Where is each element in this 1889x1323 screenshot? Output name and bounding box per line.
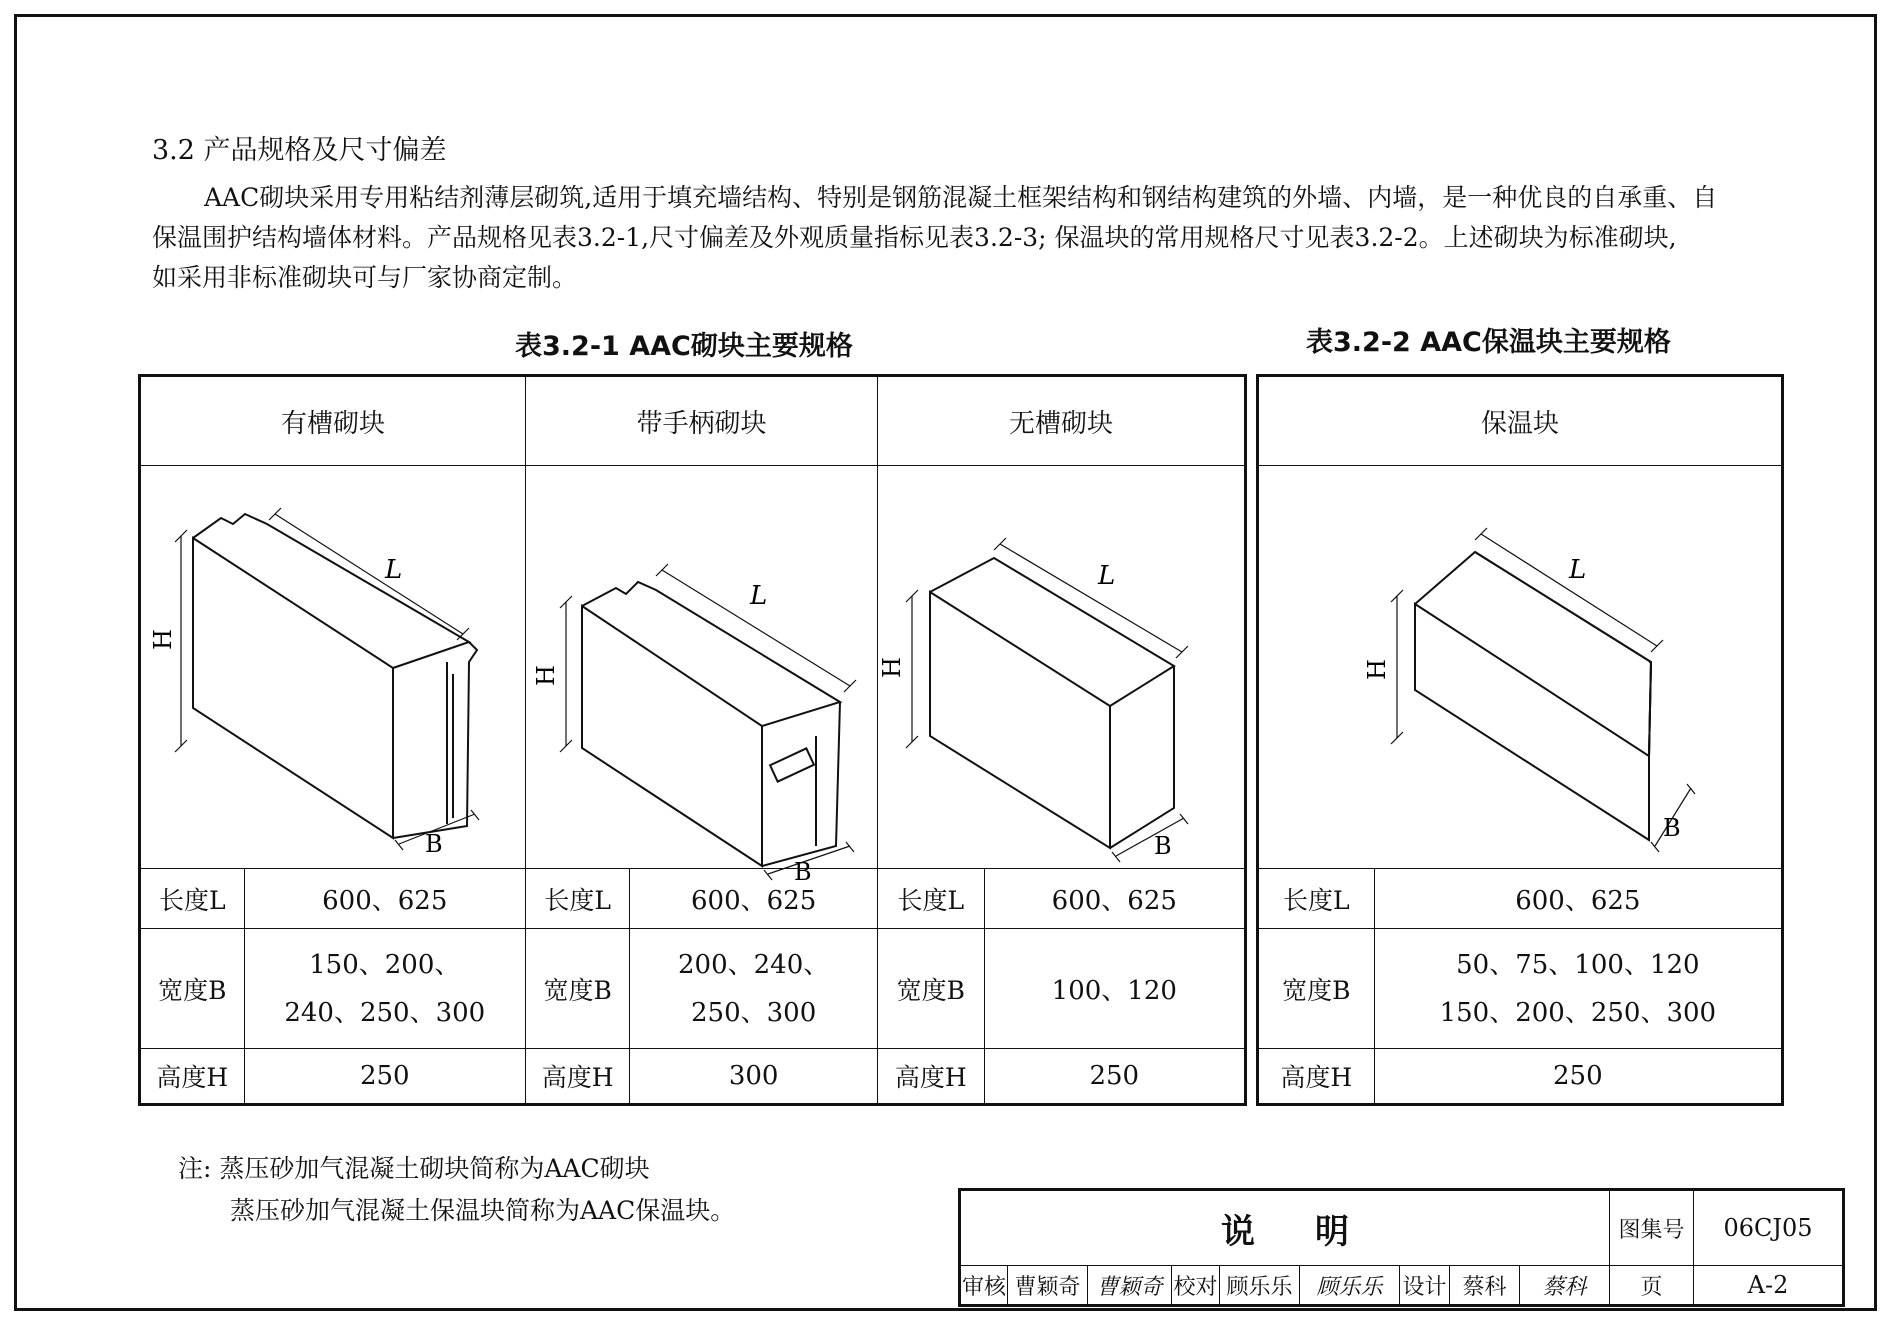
dim-B: B (425, 830, 443, 858)
designer-signature: 蔡科 (1520, 1266, 1610, 1306)
page-number: A-2 (1694, 1266, 1844, 1306)
design-label: 设计 (1400, 1266, 1450, 1306)
sheet-title: 说明 (960, 1190, 1610, 1266)
dim-L: L (385, 555, 403, 585)
insulation-block-drawing (1259, 466, 1781, 868)
row-label-width: 宽度B (526, 929, 630, 1049)
row-label-length: 长度L (526, 869, 630, 929)
atlas-number: 06CJ05 (1694, 1190, 1844, 1266)
checker-signature: 顾乐乐 (1300, 1266, 1400, 1306)
handle-block-figure (526, 466, 878, 886)
page-label: 页 (1610, 1266, 1694, 1306)
handle-length: 600、625 (630, 869, 878, 929)
note-prefix: 注: (178, 1154, 212, 1183)
dim-H: H (1363, 659, 1391, 680)
review-label: 审核 (960, 1266, 1008, 1306)
insulation-height: 250 (1374, 1049, 1782, 1105)
width-line: 150、200、250、300 (1439, 997, 1717, 1028)
table1-title: 表3.2-1 AAC砌块主要规格 (515, 331, 853, 362)
reviewer-signature: 曹颖奇 (1088, 1266, 1172, 1306)
grooved-width (244, 929, 525, 1049)
dim-H: H (532, 665, 560, 686)
note-line-1: 蒸压砂加气混凝土砌块简称为AAC砌块 (219, 1154, 650, 1183)
dim-L: L (1569, 555, 1587, 585)
row-label-height: 高度H (1258, 1049, 1375, 1105)
row-label-height: 高度H (878, 1049, 985, 1105)
atlas-label: 图集号 (1610, 1190, 1694, 1266)
plain-block-figure (878, 466, 1246, 869)
insulation-width (1374, 929, 1782, 1049)
row-label-length: 长度L (878, 869, 985, 929)
row-label-height: 高度H (526, 1049, 630, 1105)
handle-block-drawing (526, 466, 877, 886)
row-label-length: 长度L (1258, 869, 1375, 929)
plain-length: 600、625 (984, 869, 1245, 929)
note-line-2: 蒸压砂加气混凝土保温块简称为AAC保温块。 (230, 1196, 736, 1225)
grooved-block-figure (140, 466, 526, 869)
row-label-width: 宽度B (878, 929, 985, 1049)
row-label-height: 高度H (140, 1049, 245, 1105)
plain-height: 250 (984, 1049, 1245, 1105)
table1-header-cell: 带手柄砌块 (526, 376, 878, 466)
insulation-length: 600、625 (1374, 869, 1782, 929)
checker-name: 顾乐乐 (1220, 1266, 1300, 1306)
plain-block-drawing (878, 466, 1244, 868)
reviewer-name: 曹颖奇 (1008, 1266, 1088, 1306)
width-line: 50、75、100、120 (1456, 949, 1700, 980)
grooved-height: 250 (244, 1049, 525, 1105)
table1 (138, 374, 1247, 1106)
table2 (1256, 374, 1784, 1106)
dim-L: L (1098, 561, 1116, 591)
designer-name: 蔡科 (1450, 1266, 1520, 1306)
table2-header-cell: 保温块 (1258, 376, 1783, 466)
row-label-length: 长度L (140, 869, 245, 929)
dim-B: B (794, 858, 812, 886)
row-label-width: 宽度B (140, 929, 245, 1049)
title-block (958, 1188, 1845, 1307)
dim-B: B (1663, 814, 1681, 842)
grooved-length: 600、625 (244, 869, 525, 929)
insulation-block-figure (1258, 466, 1783, 869)
plain-width: 100、120 (984, 929, 1245, 1049)
check-label: 校对 (1172, 1266, 1220, 1306)
width-line: 250、300 (691, 997, 817, 1028)
width-line: 150、200、 (309, 949, 461, 980)
table2-title: 表3.2-2 AAC保温块主要规格 (1306, 327, 1671, 358)
dim-H: H (878, 657, 906, 678)
handle-height: 300 (630, 1049, 878, 1105)
section-paragraph (152, 178, 1752, 298)
width-line: 200、240、 (678, 949, 830, 980)
table1-header-cell: 有槽砌块 (140, 376, 526, 466)
section-heading: 3.2 产品规格及尺寸偏差 (152, 135, 447, 166)
paragraph-line: 保温围护结构墙体材料。产品规格见表3.2-1,尺寸偏差及外观质量指标见表3.2-3; 保温块的常用规格尺寸见表3.2-2。上述砌块为标准砌块, (152, 223, 1677, 252)
row-label-width: 宽度B (1258, 929, 1375, 1049)
table1-header-cell: 无槽砌块 (878, 376, 1246, 466)
grooved-block-drawing (141, 466, 525, 868)
handle-width (630, 929, 878, 1049)
dim-B: B (1154, 832, 1172, 860)
notes (178, 1148, 735, 1232)
paragraph-line: AAC砌块采用专用粘结剂薄层砌筑,适用于填充墙结构、特别是钢筋混凝土框架结构和钢结构建筑的外墙、内墙，是一种优良的自承重、自 (204, 183, 1718, 212)
dim-H: H (149, 629, 177, 650)
paragraph-line: 如采用非标准砌块可与厂家协商定制。 (152, 263, 578, 292)
width-line: 240、250、300 (284, 997, 486, 1028)
dim-L: L (750, 581, 768, 611)
